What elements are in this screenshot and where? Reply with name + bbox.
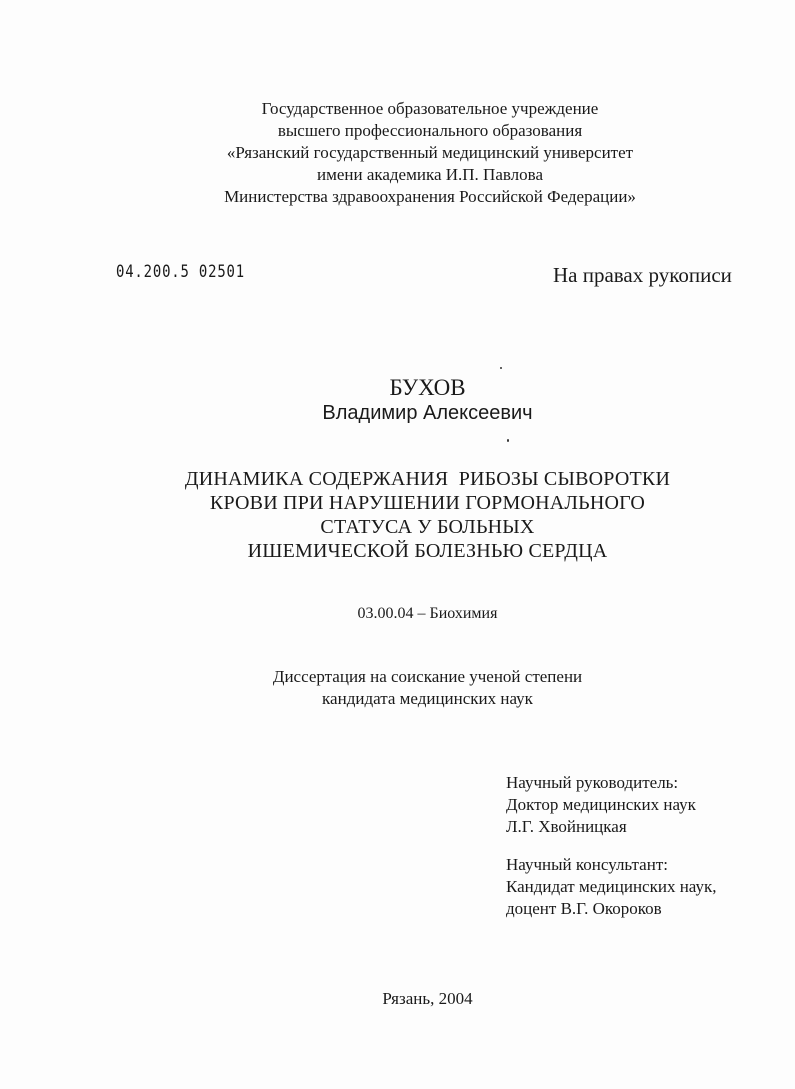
institution-line: имени академика И.П. Павлова <box>316 165 544 184</box>
institution-line: Государственное образовательное учреждение <box>261 99 599 118</box>
degree-statement <box>30 666 795 710</box>
supervisor-group <box>506 772 717 838</box>
dissertation-title <box>30 467 795 563</box>
consultant-degree: Кандидат медицинских наук, <box>506 877 717 896</box>
consultant-role: Научный консультант: <box>506 855 668 874</box>
advisors-block <box>506 772 717 920</box>
scan-speck <box>500 367 502 369</box>
title-line: КРОВИ ПРИ НАРУШЕНИИ ГОРМОНАЛЬНОГО <box>209 492 646 514</box>
title-line: ИШЕМИЧЕСКОЙ БОЛЕЗНЬЮ СЕРДЦА <box>247 540 608 562</box>
city-year: Рязань, 2004 <box>382 989 473 1008</box>
archive-stamp-code: 04.200.5 02501 <box>116 262 245 282</box>
supervisor-degree: Доктор медицинских наук <box>506 795 696 814</box>
consultant-group <box>506 854 717 920</box>
institution-line: высшего профессионального образования <box>277 121 583 140</box>
consultant-name: доцент В.Г. Окороков <box>506 899 662 918</box>
specialty-code: 03.00.04 – Биохимия <box>357 605 498 622</box>
institution-header <box>30 98 795 208</box>
degree-line: Диссертация на соискание ученой степени <box>272 667 583 686</box>
supervisor-role: Научный руководитель: <box>506 773 679 792</box>
scan-speck <box>507 439 509 442</box>
degree-line: кандидата медицинских наук <box>322 689 533 708</box>
author-surname: БУХОВ <box>389 375 466 400</box>
institution-line: Министерства здравоохранения Российской Федерации» <box>224 187 636 206</box>
institution-line: «Рязанский государственный медицинский университет <box>226 143 634 162</box>
manuscript-rights-note: На правах рукописи <box>553 263 732 287</box>
author-given-name: Владимир Алексеевич <box>322 402 533 424</box>
supervisor-name: Л.Г. Хвойницкая <box>506 817 627 836</box>
title-line: СТАТУСА У БОЛЬНЫХ <box>320 516 535 538</box>
title-line: ДИНАМИКА СОДЕРЖАНИЯ РИБОЗЫ СЫВОРОТКИ <box>184 468 671 490</box>
